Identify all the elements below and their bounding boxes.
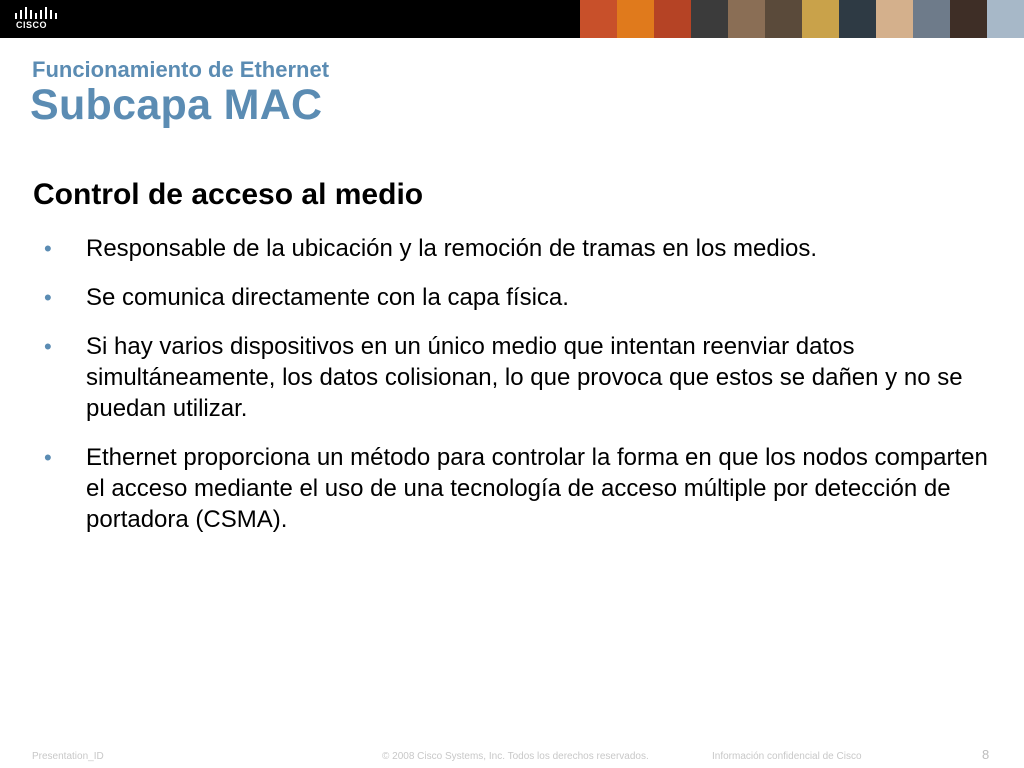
bullet-item [44,233,994,264]
header-bar [0,0,1024,38]
header-photo [987,0,1024,38]
cisco-bars-icon [14,6,58,20]
bullet-text: Se comunica directamente con la capa física. [86,284,569,311]
footer-copyright: © 2008 Cisco Systems, Inc. Todos los derechos reservados. [382,751,649,762]
header-photo [802,0,839,38]
slide-title: Subcapa MAC [30,81,323,129]
header-photo [691,0,728,38]
header-photo [913,0,950,38]
bullet-text: Si hay varios dispositivos en un único medio que intentan reenviar datos simultáneamente, los datos colisionan, lo que provoca que estos se dañen y no se puedan utilizar. [86,333,963,422]
cisco-logo-text: CISCO [16,20,48,30]
header-photo [580,0,617,38]
header-photo [765,0,802,38]
bullet-text: Responsable de la ubicación y la remoción de tramas en los medios. [86,235,818,262]
bullet-marker: • [44,236,52,261]
bullet-marker: • [44,334,52,359]
bullet-item [44,331,994,424]
section-heading: Control de acceso al medio [33,178,424,211]
header-photo [950,0,987,38]
bullet-list [44,233,994,553]
header-photo [654,0,691,38]
footer-presentation-id: Presentation_ID [32,751,104,762]
page-number: 8 [982,747,990,762]
bullet-item [44,442,994,535]
bullet-marker: • [44,285,52,310]
cisco-logo [14,6,58,32]
bullet-text: Ethernet proporciona un método para controlar la forma en que los nodos comparten el acceso mediante el uso de una tecnología de acceso múltiple por detección de portadora (CSMA). [86,444,988,533]
header-photo [728,0,765,38]
header-photo-strip [580,0,1024,38]
header-photo [839,0,876,38]
header-photo [617,0,654,38]
slide-subtitle: Funcionamiento de Ethernet [32,57,330,82]
bullet-item [44,282,994,313]
footer-confidential: Información confidencial de Cisco [712,751,862,762]
header-photo [876,0,913,38]
bullet-marker: • [44,445,52,470]
